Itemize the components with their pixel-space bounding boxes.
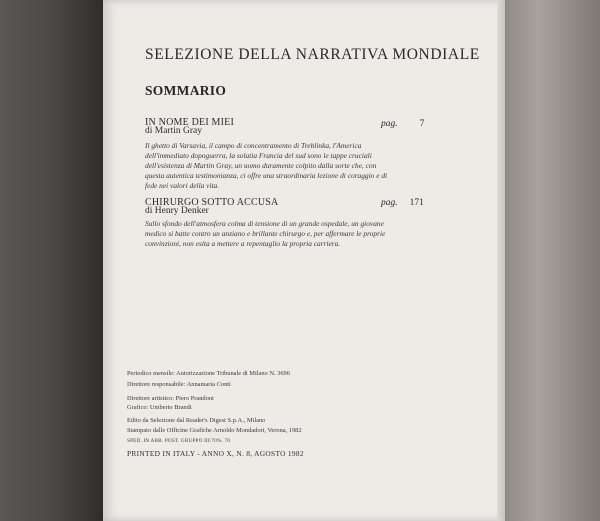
book-cover-edge [505,0,600,521]
entry-synopsis: Sullo sfondo dell'atmosfera colma di tensione di un grande ospedale, un giovane medico si batte contro un anziano e brillante chirurgo e, per affermare le proprie convinzioni, non esita a mettere a repentaglio la propria carriera. [145,219,386,248]
entry-author: di Henry Denker [145,206,209,216]
colophon-line: Grafico: Umberto Brandi [127,404,192,411]
entry-page-ref [381,119,424,129]
entry-page-ref [381,198,424,208]
page-number: 7 [419,119,425,129]
page-number: 171 [409,198,424,208]
colophon-line: Periodico mensile: Autorizzazione Tribunale di Milano N. 3696 [127,370,290,377]
colophon-line: Direttore artistico: Piero Prandoni [127,395,214,402]
entry-author: di Martin Gray [145,126,202,136]
colophon-line: Direttore responsabile: Annamaria Conti [127,381,231,388]
page-label: pag. [381,198,398,208]
series-title: SELEZIONE DELLA NARRATIVA MONDIALE [145,46,480,63]
colophon-line: Edito da Selezione dal Reader's Digest S.p.A., Milano [127,417,266,424]
entry-title: CHIRURGO SOTTO ACCUSA [145,197,279,208]
colophon-printed-line: PRINTED IN ITALY - ANNO X, N. 8, AGOSTO 1982 [127,449,304,458]
page-label: pag. [381,119,398,129]
colophon-line: Stampato dalle Officine Grafiche Arnoldo Mondadori, Verona, 1982 [127,427,302,434]
book-spine-background [0,0,103,521]
page-edge-shading [497,0,505,521]
section-title: SOMMARIO [145,83,227,98]
colophon-line: SPED. IN ABB. POST. GRUPPO III/70%. 70 [127,438,231,444]
entry-synopsis: Il ghetto di Varsavia, il campo di concentramento di Treblinka, l'America dell'immediato dopoguerra, la solatia Francia del sud sono le tappe cruciali dell'esistenza di Martin Gray, un uomo duramente colpito dalla sorte che, con questa autentica testimonianza, ci offre una straordinaria lezione di coraggio e di fede nei valori della vita. [145,141,388,190]
book-page [103,0,505,521]
entry-title: IN NOME DEI MIEI [145,117,235,128]
